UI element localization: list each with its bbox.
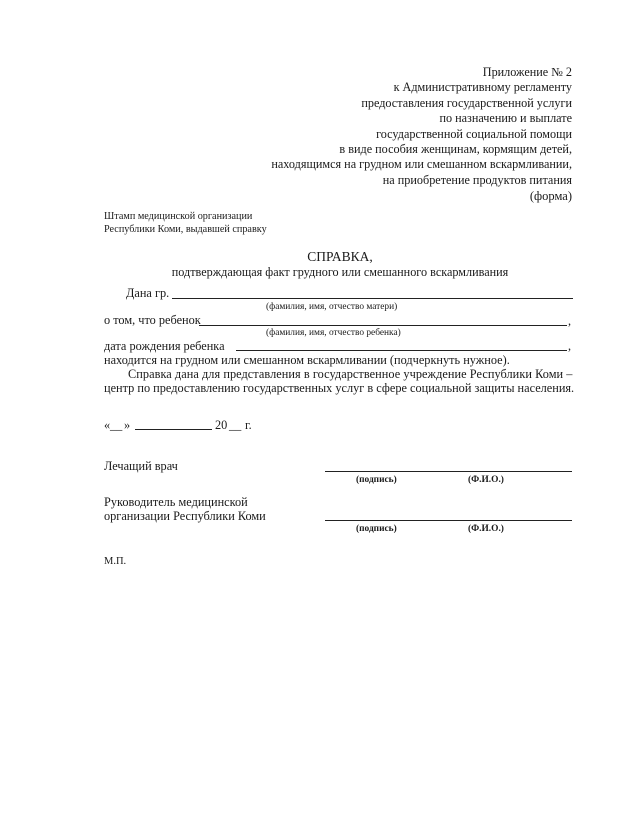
doctor-signature-line[interactable] — [325, 471, 572, 472]
appendix-line: к Административному регламенту — [393, 80, 572, 95]
date-open-quote: « — [104, 418, 111, 432]
feeding-text: находится на грудном или смешанном вскармливании (подчеркнуть нужное). — [104, 353, 510, 367]
date-year-blank[interactable]: __ — [229, 418, 242, 432]
date-year-suffix: г. — [245, 418, 252, 432]
appendix-line: на приобретение продуктов питания — [382, 172, 572, 187]
stamp-line: Республики Коми, выдавшей справку — [104, 224, 267, 235]
issued-to-label: Дана гр. — [126, 286, 170, 300]
mother-name-caption: (фамилия, имя, отчество матери) — [266, 302, 398, 312]
appendix-line: находящимся на грудном или смешанном вскармливании, — [271, 157, 572, 172]
mother-name-line[interactable] — [172, 298, 573, 299]
appendix-line: предоставления государственной услуги — [361, 95, 572, 110]
child-name-line[interactable] — [199, 325, 567, 326]
child-line-end: , — [568, 314, 572, 328]
head-label-line1: Руководитель медицинской — [104, 495, 248, 509]
appendix-line: государственной социальной помощи — [376, 126, 572, 141]
head-signature-line[interactable] — [325, 520, 572, 521]
appendix-line: по назначению и выплате — [439, 111, 572, 126]
purpose-text-line2: центр по предоставлению государственных услуг в сфере социальной защиты населения. — [104, 381, 575, 395]
doctor-signature-caption: (подпись) — [356, 475, 397, 485]
document-subtitle: подтверждающая факт грудного или смешанного вскармливания — [171, 265, 509, 279]
appendix-line: Приложение № 2 — [482, 65, 572, 79]
purpose-text-line1: Справка дана для представления в государственное учреждение Республики Коми – — [128, 367, 573, 381]
form-label: (форма) — [529, 189, 572, 203]
birth-date-label: дата рождения ребенка — [104, 339, 225, 353]
date-close-quote: » — [124, 418, 131, 432]
head-name-caption: (Ф.И.О.) — [468, 524, 504, 534]
stamp-line: Штамп медицинской организации — [104, 211, 253, 222]
head-signature-caption: (подпись) — [356, 524, 397, 534]
appendix-header — [212, 65, 572, 188]
doctor-name-caption: (Ф.И.О.) — [468, 475, 504, 485]
appendix-line: в виде пособия женщинам, кормящим детей, — [339, 142, 572, 157]
stamp-block — [104, 210, 267, 236]
date-month-line[interactable] — [135, 429, 212, 430]
child-label: о том, что ребенок — [104, 313, 201, 327]
document-title: СПРАВКА, — [307, 249, 373, 264]
birth-line-end: , — [568, 339, 572, 353]
seal-label: М.П. — [104, 556, 127, 567]
birth-date-line[interactable] — [236, 350, 567, 351]
date-year-prefix: 20 — [215, 418, 228, 432]
date-day-blank[interactable]: __ — [110, 418, 123, 432]
head-label-line2: организации Республики Коми — [104, 509, 266, 523]
doctor-label: Лечащий врач — [104, 459, 178, 473]
child-name-caption: (фамилия, имя, отчество ребенка) — [266, 328, 401, 338]
